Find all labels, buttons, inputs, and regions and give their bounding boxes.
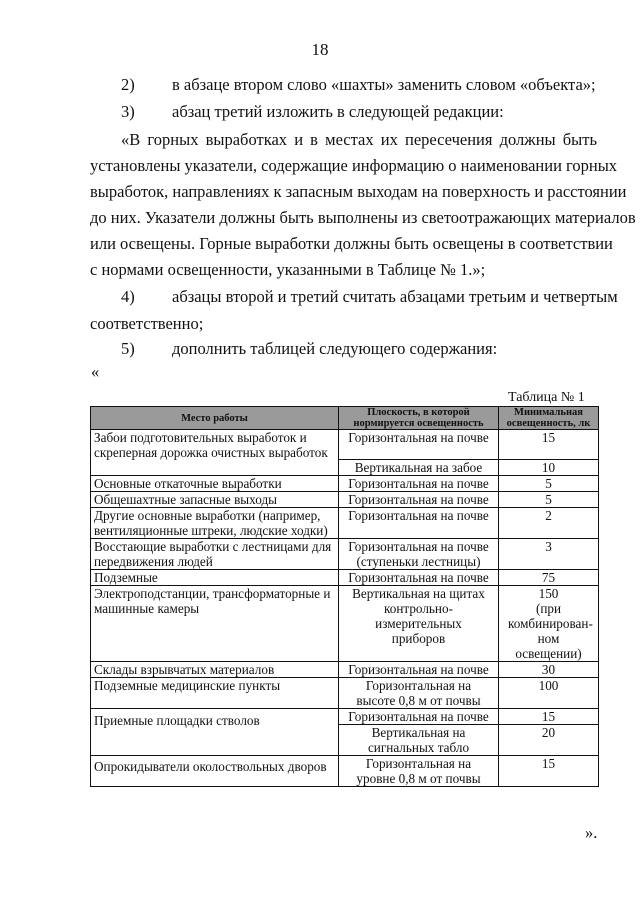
- cell-place: Общешахтные запасные выходы: [91, 492, 339, 508]
- page-number: 18: [311, 40, 329, 59]
- item-4-marker: 4): [121, 287, 135, 306]
- item-3-text: абзац третий изложить в следующей редакции:: [172, 102, 504, 121]
- cell-value: 5: [499, 492, 599, 508]
- table-row: [91, 508, 599, 539]
- table-row: [91, 586, 599, 662]
- quote-line-4: до них. Указатели должны быть выполнены из светоотражающих материалов: [90, 208, 636, 227]
- table-row: [91, 539, 599, 570]
- cell-place: Подземные медицинские пункты: [91, 678, 339, 709]
- item-4-text-line-1: абзацы второй и третий считать абзацами третьим и четвертым: [172, 287, 618, 306]
- cell-value: 15: [499, 756, 599, 787]
- cell-plane: Горизонтальная на почве: [339, 662, 499, 678]
- quote-line-1: «В горных выработках и в местах их пересечения должны быть: [121, 130, 597, 149]
- cell-plane: Горизонтальная на почве (ступеньки лестницы): [339, 539, 499, 570]
- quote-line-5: или освещены. Горные выработки должны быть освещены в соответствии: [90, 234, 613, 253]
- close-quote: ».: [585, 823, 598, 842]
- cell-plane: Горизонтальная на почве: [339, 570, 499, 586]
- cell-value: 2: [499, 508, 599, 539]
- cell-place: Электроподстанции, трансформаторные и машинные камеры: [91, 586, 339, 662]
- cell-plane: Вертикальная на сигнальных табло: [339, 725, 499, 756]
- item-3-marker: 3): [121, 102, 135, 121]
- quote-line-2: установлены указатели, содержащие информацию о наименовании горных: [90, 156, 618, 175]
- cell-plane: Вертикальная на щитах контрольно-измерительных приборов: [339, 586, 499, 662]
- cell-plane: Горизонтальная на почве: [339, 508, 499, 539]
- quote-line-3: выработок, направлениях к запасным выходам на поверхность и расстоянии: [90, 182, 627, 201]
- quote-line-6: с нормами освещенности, указанными в Таблице № 1.»;: [90, 260, 486, 279]
- cell-place: Восстающие выработки с лестницами для передвижения людей: [91, 539, 339, 570]
- table-row: [91, 430, 599, 460]
- table-row: [91, 476, 599, 492]
- cell-value: 5: [499, 476, 599, 492]
- table-row: [91, 709, 599, 725]
- header-plane: Плоскость, в которой нормируется освещенность: [339, 407, 499, 430]
- cell-value: 10: [499, 460, 599, 476]
- cell-plane: Горизонтальная на высоте 0,8 м от почвы: [339, 678, 499, 709]
- cell-plane: Горизонтальная на почве: [339, 492, 499, 508]
- cell-value-number: 150: [538, 586, 559, 601]
- header-min-illumination: Минимальная освещенность, лк: [499, 407, 599, 430]
- table-row: [91, 662, 599, 678]
- cell-plane: Горизонтальная на почве: [339, 709, 499, 725]
- cell-value: 3: [499, 539, 599, 570]
- cell-place: Подземные: [91, 570, 339, 586]
- item-5-marker: 5): [121, 339, 135, 358]
- cell-place: Приемные площадки стволов: [91, 709, 339, 756]
- cell-value: 20: [499, 725, 599, 756]
- cell-value-note: (при комбинирован-ном освещении): [508, 601, 593, 661]
- table-row: [91, 756, 599, 787]
- header-place: Место работы: [91, 407, 339, 430]
- item-4-text-line-2: соответственно;: [90, 314, 204, 333]
- table-row: [91, 570, 599, 586]
- cell-place: Забои подготовительных выработок и скреперная дорожка очистных выработок: [91, 430, 339, 476]
- item-5-text: дополнить таблицей следующего содержания:: [172, 339, 498, 358]
- cell-place: Другие основные выработки (например, вентиляционные штреки, людские ходки): [91, 508, 339, 539]
- table-row: [91, 678, 599, 709]
- cell-value: [499, 586, 599, 662]
- cell-place: Склады взрывчатых материалов: [91, 662, 339, 678]
- cell-place: Основные откаточные выработки: [91, 476, 339, 492]
- cell-plane: Вертикальная на забое: [339, 460, 499, 476]
- table-caption: Таблица № 1: [508, 390, 585, 405]
- open-quote: «: [91, 362, 100, 381]
- table-row: [91, 492, 599, 508]
- cell-value: 75: [499, 570, 599, 586]
- illumination-table: [90, 406, 599, 787]
- cell-value: 15: [499, 430, 599, 460]
- cell-plane: Горизонтальная на почве: [339, 476, 499, 492]
- cell-value: 30: [499, 662, 599, 678]
- item-2-text: в абзаце втором слово «шахты» заменить словом «объекта»;: [172, 75, 596, 94]
- table-header-row: [91, 407, 599, 430]
- item-2-marker: 2): [121, 75, 135, 94]
- cell-plane: Горизонтальная на уровне 0,8 м от почвы: [339, 756, 499, 787]
- cell-plane: Горизонтальная на почве: [339, 430, 499, 460]
- cell-value: 100: [499, 678, 599, 709]
- cell-value: 15: [499, 709, 599, 725]
- cell-place: Опрокидыватели околоствольных дворов: [91, 756, 339, 787]
